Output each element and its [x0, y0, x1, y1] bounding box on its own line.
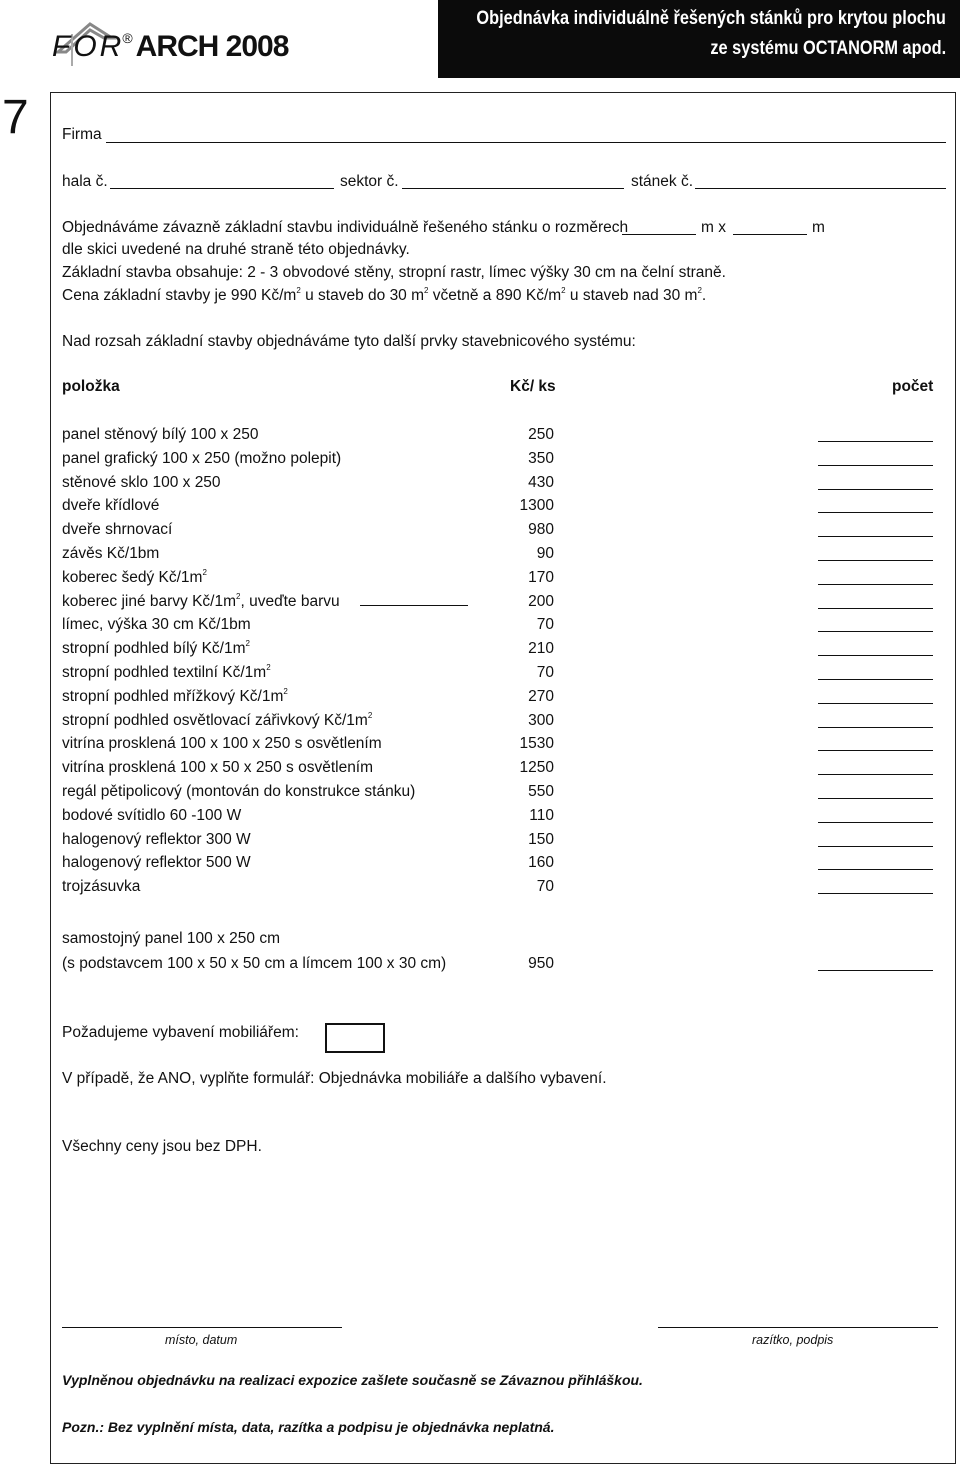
dimension-width-field[interactable]	[622, 234, 696, 235]
item-price: 160	[528, 854, 554, 872]
item-count-field[interactable]	[818, 655, 933, 656]
panel-price: 950	[528, 955, 554, 972]
panel-line-2: (s podstavcem 100 x 50 x 50 cm a límcem 100 x 30 cm)	[62, 955, 447, 972]
furniture-checkbox[interactable]	[325, 1023, 385, 1053]
color-field[interactable]	[360, 605, 468, 606]
item-count-field[interactable]	[818, 536, 933, 537]
title-line-1: Objednávka individuálně řešených stánků pro krytou plochu	[476, 8, 946, 29]
furniture-label: Požadujeme vybavení mobiliářem:	[62, 1024, 299, 1041]
logo-arch-year: ARCH 2008	[135, 30, 289, 63]
item-price: 70	[536, 664, 554, 681]
dimension-depth-field[interactable]	[733, 234, 807, 235]
item-price: 90	[536, 545, 554, 562]
item-price: 200	[528, 592, 554, 610]
item-name: regál pětipolicový (montován do konstrukce stánku)	[62, 783, 416, 800]
vat-note: Všechny ceny jsou bez DPH.	[62, 1138, 262, 1155]
item-price: 430	[528, 473, 554, 491]
item-count-field[interactable]	[818, 608, 933, 609]
col-header-item: položka	[62, 378, 120, 395]
item-count-field[interactable]	[818, 798, 933, 799]
item-name: halogenový reflektor 300 W	[62, 830, 251, 848]
item-price: 350	[528, 449, 554, 467]
stamp-sign-label: razítko, podpis	[752, 1333, 834, 1347]
sektor-label: sektor č.	[340, 173, 399, 190]
item-count-field[interactable]	[818, 441, 933, 442]
col-header-count: počet	[892, 378, 934, 395]
logo-registered-mark: ®	[122, 30, 132, 46]
hala-field[interactable]	[110, 188, 334, 189]
firma-label: Firma	[62, 126, 102, 143]
item-name: bodové svítidlo 60 -100 W	[62, 806, 242, 824]
stanek-label: stánek č.	[631, 173, 694, 190]
item-count-field[interactable]	[818, 679, 933, 680]
item-name: stropní podhled osvětlovací zářivkový $Kč/1m^2$	[62, 710, 373, 729]
order-text-a: Objednáváme závazně základní stavbu individuálně řešeného stánku o rozměrech	[62, 219, 629, 236]
item-name: stropní podhled bílý $Kč/1m^2$	[62, 639, 250, 658]
item-name: halogenový reflektor 500 W	[62, 854, 251, 872]
item-price: 1530	[519, 735, 554, 753]
item-price: 270	[528, 687, 554, 705]
item-name: stěnové sklo 100 x 250	[62, 473, 221, 491]
item-price: 210	[528, 640, 554, 658]
item-price: 1300	[519, 497, 554, 515]
item-name: stropní podhled mřížkový $Kč/1m^2$	[62, 686, 288, 705]
stamp-sign-field[interactable]	[658, 1327, 938, 1328]
extra-intro: Nad rozsah základní stavby objednáváme tyto další prvky stavebnicového systému:	[62, 333, 636, 350]
item-name: límec, výška 30 cm Kč/1bm	[62, 616, 251, 634]
item-price: 1250	[519, 759, 554, 777]
item-name: trojzásuvka	[62, 878, 141, 896]
item-name: závěs Kč/1bm	[62, 545, 160, 562]
header-title-box	[438, 0, 960, 78]
basic-build-text: Základní stavba obsahuje: 2 - 3 obvodové stěny, stropní rastr, límec výšky 30 cm na čelní straně.	[62, 264, 726, 281]
item-price: 150	[528, 830, 554, 848]
item-price: 70	[536, 616, 554, 634]
item-name: koberec šedý $Kč/1m^2$	[62, 567, 207, 586]
item-count-field[interactable]	[818, 512, 933, 513]
item-name: panel grafický 100 x 250 (možno polepit)	[62, 449, 342, 467]
place-date-label: místo, datum	[165, 1333, 238, 1347]
item-count-field[interactable]	[818, 727, 933, 728]
sektor-field[interactable]	[402, 188, 624, 189]
item-price: 250	[528, 426, 554, 443]
order-mx: m x	[701, 219, 726, 236]
forarch-logo-text	[52, 30, 288, 64]
item-count-field[interactable]	[818, 560, 933, 561]
panel-line-1: samostojný panel 100 x 250 cm	[62, 930, 280, 947]
item-name: panel stěnový bílý 100 x 250	[62, 426, 259, 443]
order-m: m	[812, 219, 825, 236]
item-name: koberec jiné barvy $Kč/1m^2$, uveďte barvu	[62, 593, 468, 611]
item-price: 550	[528, 783, 554, 800]
item-count-field[interactable]	[818, 465, 933, 466]
logo-for: FOR	[52, 30, 125, 63]
item-name: vitrína prosklená 100 x 100 x 250 s osvětlením	[62, 735, 382, 753]
item-count-field[interactable]	[818, 489, 933, 490]
place-date-field[interactable]	[62, 1327, 342, 1328]
page-number: 7	[2, 91, 29, 144]
item-count-field[interactable]	[818, 893, 933, 894]
furniture-note: V případě, že ANO, vyplňte formulář: Objednávka mobiliáře a dalšího vybavení.	[62, 1070, 607, 1087]
item-price: 300	[528, 711, 554, 729]
item-name: stropní podhled textilní $Kč/1m^2$	[62, 663, 271, 681]
item-count-field[interactable]	[818, 869, 933, 870]
item-count-field[interactable]	[818, 846, 933, 847]
item-name: dveře křídlové	[62, 497, 160, 515]
title-line-2: ze systému OCTANORM apod.	[710, 38, 946, 59]
item-count-field[interactable]	[818, 750, 933, 751]
send-note: Vyplněnou objednávku na realizaci expozice zašlete současně se Závaznou přihláškou.	[62, 1372, 643, 1388]
item-price: 70	[536, 878, 554, 896]
price-text: Cena základní stavby je 990 $Kč/m^2$ u staveb do 30 $m^2$ včetně a 890 $Kč/m^2$ u staveb nad 30 $m^2$.	[62, 286, 707, 304]
warning-note: Pozn.: Bez vyplnění místa, data, razítka a podpisu je objednávka neplatná.	[62, 1419, 555, 1435]
stanek-field[interactable]	[695, 188, 946, 189]
panel-count-field[interactable]	[818, 970, 933, 971]
item-price: 110	[529, 806, 554, 824]
item-count-field[interactable]	[818, 631, 933, 632]
item-price: 980	[528, 521, 554, 539]
hala-label: hala č.	[62, 173, 108, 190]
item-count-field[interactable]	[818, 703, 933, 704]
item-name: dveře shrnovací	[62, 521, 173, 539]
firma-field[interactable]	[106, 142, 946, 143]
item-count-field[interactable]	[818, 774, 933, 775]
item-price: 170	[528, 568, 554, 586]
item-count-field[interactable]	[818, 822, 933, 823]
item-count-field[interactable]	[818, 584, 933, 585]
order-text-b: dle skici uvedené na druhé straně této objednávky.	[62, 241, 410, 258]
item-name: vitrína prosklená 100 x 50 x 250 s osvětlením	[62, 759, 374, 777]
col-header-price: Kč/ ks	[510, 378, 556, 395]
